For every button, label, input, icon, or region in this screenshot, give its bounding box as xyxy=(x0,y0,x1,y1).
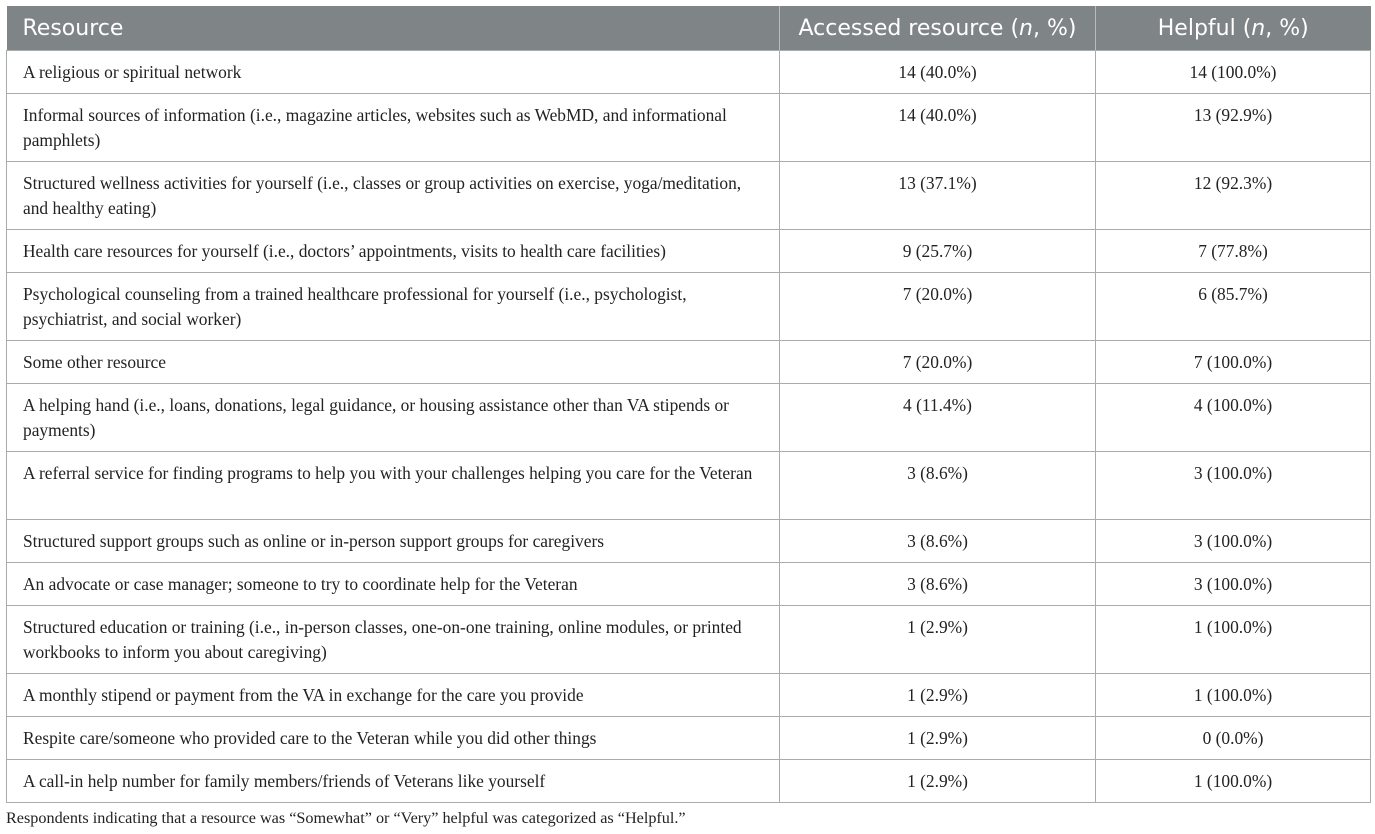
accessed-cell: 1 (2.9%) xyxy=(780,606,1096,674)
header-row xyxy=(7,6,1371,51)
resource-cell: Informal sources of information (i.e., magazine articles, websites such as WebMD, and informational pamphlets) xyxy=(7,94,780,162)
header-accessed-n: n xyxy=(1019,15,1033,41)
table-header xyxy=(7,6,1371,51)
table-row xyxy=(7,341,1371,384)
resource-cell: An advocate or case manager; someone to try to coordinate help for the Veteran xyxy=(7,563,780,606)
accessed-cell: 14 (40.0%) xyxy=(780,51,1096,94)
header-helpful xyxy=(1096,6,1371,51)
helpful-cell: 3 (100.0%) xyxy=(1096,452,1371,520)
resource-cell: Structured wellness activities for yourself (i.e., classes or group activities on exercise, yoga/meditation, and healthy eating) xyxy=(7,162,780,230)
table-row xyxy=(7,452,1371,520)
table-row xyxy=(7,384,1371,452)
table-footnote: Respondents indicating that a resource was “Somewhat” or “Very” helpful was categorized as “Helpful.” xyxy=(6,809,686,827)
resource-cell: A referral service for finding programs to help you with your challenges helping you care for the Veteran xyxy=(7,452,780,520)
header-accessed-resource xyxy=(780,6,1096,51)
helpful-cell: 7 (100.0%) xyxy=(1096,341,1371,384)
helpful-cell: 12 (92.3%) xyxy=(1096,162,1371,230)
table-row xyxy=(7,162,1371,230)
resources-table xyxy=(6,6,1371,803)
table-body xyxy=(7,51,1371,803)
accessed-cell: 14 (40.0%) xyxy=(780,94,1096,162)
resource-cell: A helping hand (i.e., loans, donations, legal guidance, or housing assistance other than VA stipends or payments) xyxy=(7,384,780,452)
helpful-cell: 3 (100.0%) xyxy=(1096,563,1371,606)
resource-cell: Structured education or training (i.e., in-person classes, one-on-one training, online modules, or printed workbooks to inform you about caregiving) xyxy=(7,606,780,674)
accessed-cell: 1 (2.9%) xyxy=(780,717,1096,760)
header-accessed-suffix: , %) xyxy=(1033,15,1077,41)
header-helpful-suffix: , %) xyxy=(1265,15,1309,41)
resource-cell: Health care resources for yourself (i.e., doctors’ appointments, visits to health care facilities) xyxy=(7,230,780,273)
table-row xyxy=(7,606,1371,674)
resource-cell: Structured support groups such as online or in-person support groups for caregivers xyxy=(7,520,780,563)
table-row xyxy=(7,717,1371,760)
resource-cell: Some other resource xyxy=(7,341,780,384)
accessed-cell: 3 (8.6%) xyxy=(780,563,1096,606)
accessed-cell: 7 (20.0%) xyxy=(780,273,1096,341)
resources-table-container xyxy=(6,6,1370,803)
accessed-cell: 3 (8.6%) xyxy=(780,520,1096,563)
helpful-cell: 1 (100.0%) xyxy=(1096,606,1371,674)
helpful-cell: 6 (85.7%) xyxy=(1096,273,1371,341)
header-helpful-label: Helpful ( xyxy=(1157,15,1252,41)
helpful-cell: 4 (100.0%) xyxy=(1096,384,1371,452)
header-resource: Resource xyxy=(7,6,780,51)
resource-cell: Psychological counseling from a trained healthcare professional for yourself (i.e., psychologist, psychiatrist, and social worker) xyxy=(7,273,780,341)
table-row xyxy=(7,230,1371,273)
helpful-cell: 1 (100.0%) xyxy=(1096,674,1371,717)
helpful-cell: 13 (92.9%) xyxy=(1096,94,1371,162)
table-row xyxy=(7,94,1371,162)
accessed-cell: 1 (2.9%) xyxy=(780,674,1096,717)
accessed-cell: 3 (8.6%) xyxy=(780,452,1096,520)
helpful-cell: 1 (100.0%) xyxy=(1096,760,1371,803)
helpful-cell: 0 (0.0%) xyxy=(1096,717,1371,760)
accessed-cell: 13 (37.1%) xyxy=(780,162,1096,230)
helpful-cell: 7 (77.8%) xyxy=(1096,230,1371,273)
accessed-cell: 1 (2.9%) xyxy=(780,760,1096,803)
resource-cell: A religious or spiritual network xyxy=(7,51,780,94)
accessed-cell: 4 (11.4%) xyxy=(780,384,1096,452)
table-row xyxy=(7,760,1371,803)
resource-cell: A call-in help number for family members/friends of Veterans like yourself xyxy=(7,760,780,803)
resource-cell: Respite care/someone who provided care to the Veteran while you did other things xyxy=(7,717,780,760)
table-row xyxy=(7,674,1371,717)
helpful-cell: 3 (100.0%) xyxy=(1096,520,1371,563)
helpful-cell: 14 (100.0%) xyxy=(1096,51,1371,94)
table-row xyxy=(7,563,1371,606)
header-accessed-label: Accessed resource ( xyxy=(798,15,1020,41)
table-row xyxy=(7,520,1371,563)
accessed-cell: 7 (20.0%) xyxy=(780,341,1096,384)
header-helpful-n: n xyxy=(1251,15,1266,41)
resource-cell: A monthly stipend or payment from the VA in exchange for the care you provide xyxy=(7,674,780,717)
accessed-cell: 9 (25.7%) xyxy=(780,230,1096,273)
table-row xyxy=(7,51,1371,94)
table-row xyxy=(7,273,1371,341)
